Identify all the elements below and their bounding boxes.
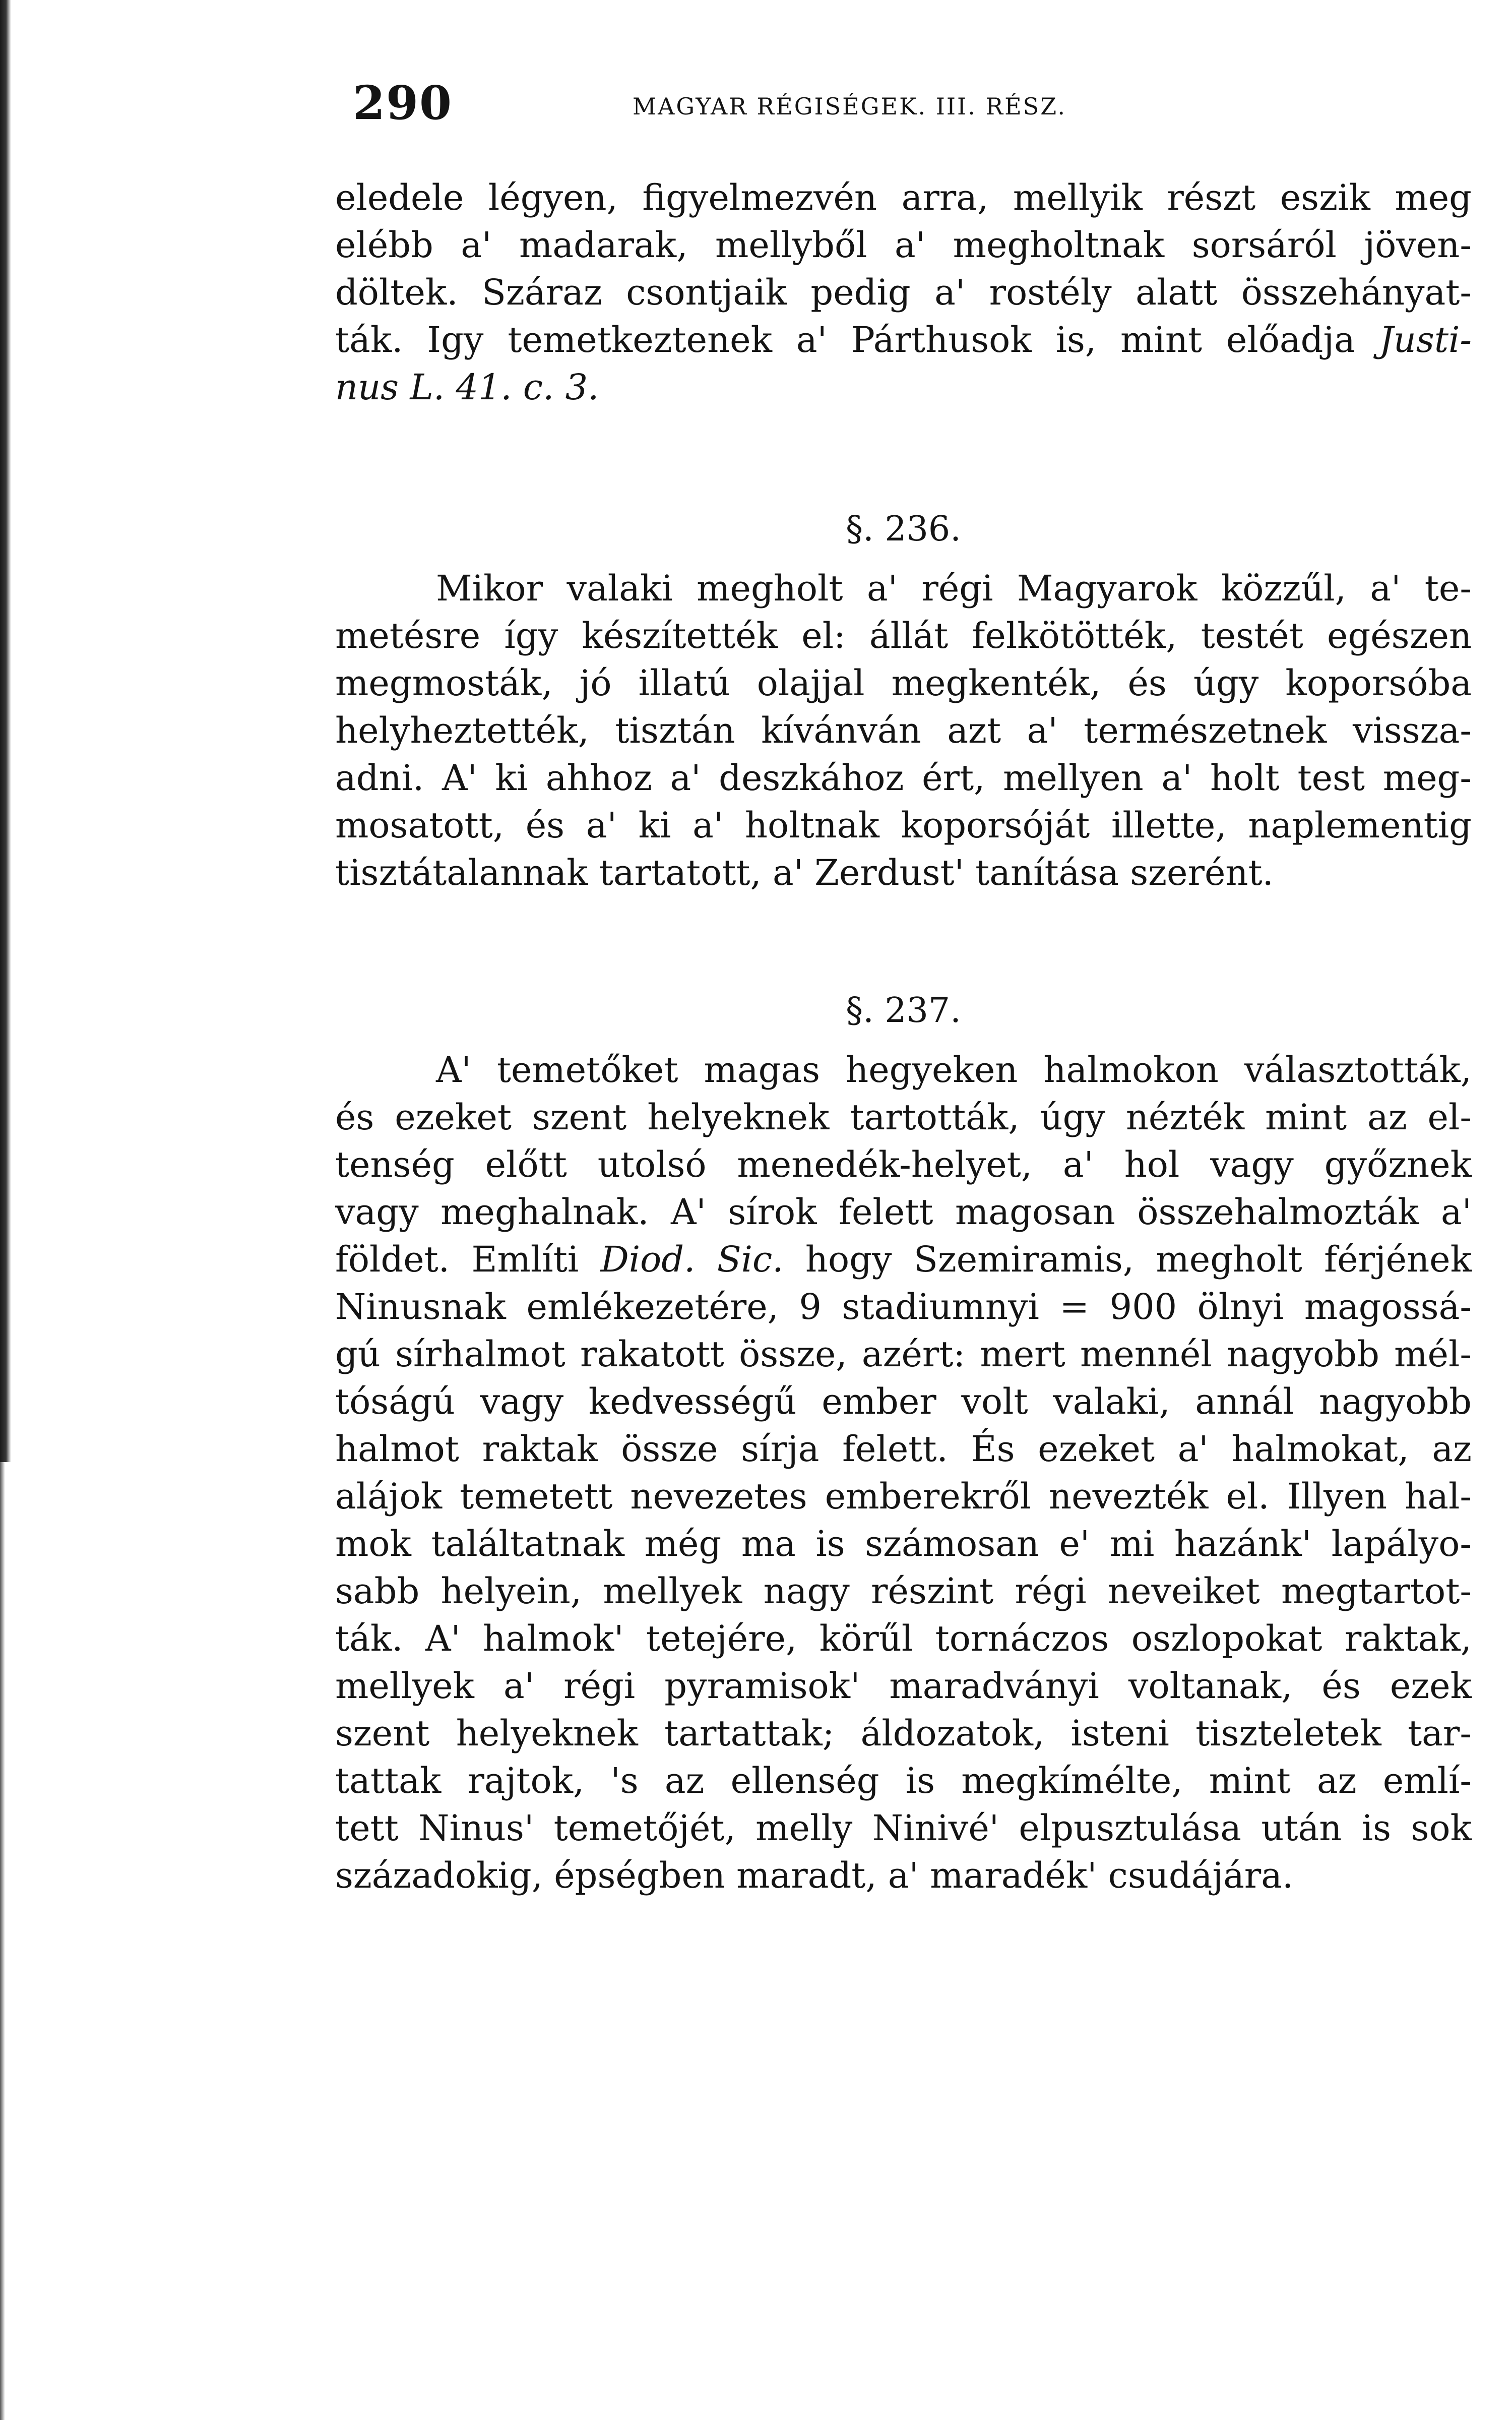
text-line: alájok temetett nevezetes emberekről nevezték el. Illyen hal- (335, 1476, 1472, 1517)
binding-shadow (0, 0, 11, 1462)
source-reference: Diod. Sic. (600, 1239, 784, 1280)
running-title: MAGYAR RÉGISÉGEK. III. RÉSZ. (633, 93, 1066, 120)
text-line-main: ták. Igy temetkeztenek a' Párthusok is, mint előadja (335, 319, 1379, 360)
text-line: ták. A' halmok' tetejére, körűl tornáczos oszlopokat raktak, (335, 1618, 1472, 1659)
section-heading-236: §. 236. (846, 509, 961, 549)
text-line: gú sírhalmot rakatott össze, azért: mert mennél nagyobb mél- (335, 1334, 1472, 1375)
text-line: mosatott, és a' ki a' holtnak koporsóját illette, naplementig (335, 805, 1472, 846)
text-line: eledele légyen, figyelmezvén arra, mellyik részt eszik meg (335, 177, 1472, 218)
text-line (335, 316, 1472, 364)
section-236-body (335, 565, 1472, 896)
text-line: vagy meghalnak. A' sírok felett magosan összehalmozták a' (335, 1191, 1472, 1233)
text-line: tóságú vagy kedvességű ember volt valaki, annál nagyobb (335, 1381, 1472, 1422)
text-line: mok találtatnak még ma is számosan e' mi hazánk' lapályo- (335, 1523, 1472, 1564)
text-line: szent helyeknek tartattak; áldozatok, isteni tiszteletek tar- (335, 1713, 1472, 1754)
text-line-start: földet. Említi (335, 1239, 601, 1280)
text-line: megmosták, jó illatú olajjal megkenték, és úgy koporsóba (335, 662, 1472, 704)
author-reference-part1: Justi- (1379, 319, 1472, 360)
page-number: 290 (353, 76, 453, 130)
text-line: mellyek a' régi pyramisok' maradványi voltanak, és ezek (335, 1665, 1472, 1707)
text-line (335, 364, 1472, 411)
text-line: sabb helyein, mellyek nagy részint régi neveiket megtartot- (335, 1570, 1472, 1612)
author-reference-part2: nus (335, 367, 399, 408)
section-237-body (335, 1046, 1472, 1899)
text-line: tett Ninus' temetőjét, melly Ninivé' elpusztulása után is sok (335, 1807, 1472, 1849)
text-line: tisztátalannak tartatott, a' Zerdust' tanítása szerént. (335, 852, 1274, 893)
text-line: metésre így készítették el: állát felkötötték, testét egészen (335, 615, 1472, 656)
text-line: döltek. Száraz csontjaik pedig a' rostély alatt összehányat- (335, 272, 1472, 313)
text-line: tattak rajtok, 's az ellenség is megkímélte, mint az emlí- (335, 1760, 1472, 1801)
text-line: Ninusnak emlékezetére, 9 stadiumnyi = 900 ölnyi magossá- (335, 1286, 1472, 1327)
text-line: halmot raktak össze sírja felett. És ezeket a' halmokat, az (335, 1428, 1472, 1470)
text-line: és ezeket szent helyeknek tartották, úgy nézték mint az el- (335, 1097, 1472, 1138)
binding-shadow-lower (0, 1462, 5, 2420)
text-line: elébb a' madarak, mellyből a' megholtnak sorsáról jöven- (335, 224, 1472, 266)
text-line: Mikor valaki megholt a' régi Magyarok közzűl, a' te- (436, 568, 1472, 609)
section-heading-237: §. 237. (846, 991, 961, 1031)
text-line: tenség előtt utolsó menedék-helyet, a' hol vagy győznek (335, 1144, 1472, 1185)
text-line-end: hogy Szemiramis, megholt férjének (783, 1239, 1472, 1280)
text-line: századokig, épségben maradt, a' maradék' csudájára. (335, 1855, 1294, 1896)
citation: L. 41. c. 3. (410, 367, 599, 408)
paragraph-continuation (335, 174, 1472, 411)
text-line: A' temetőket magas hegyeken halmokon választották, (436, 1049, 1472, 1091)
text-line: adni. A' ki ahhoz a' deszkához ért, mellyen a' holt test meg- (335, 757, 1472, 799)
text-line: helyheztették, tisztán kívánván azt a' természetnek vissza- (335, 710, 1472, 751)
running-head (353, 71, 1189, 131)
text-line (335, 1236, 1472, 1283)
